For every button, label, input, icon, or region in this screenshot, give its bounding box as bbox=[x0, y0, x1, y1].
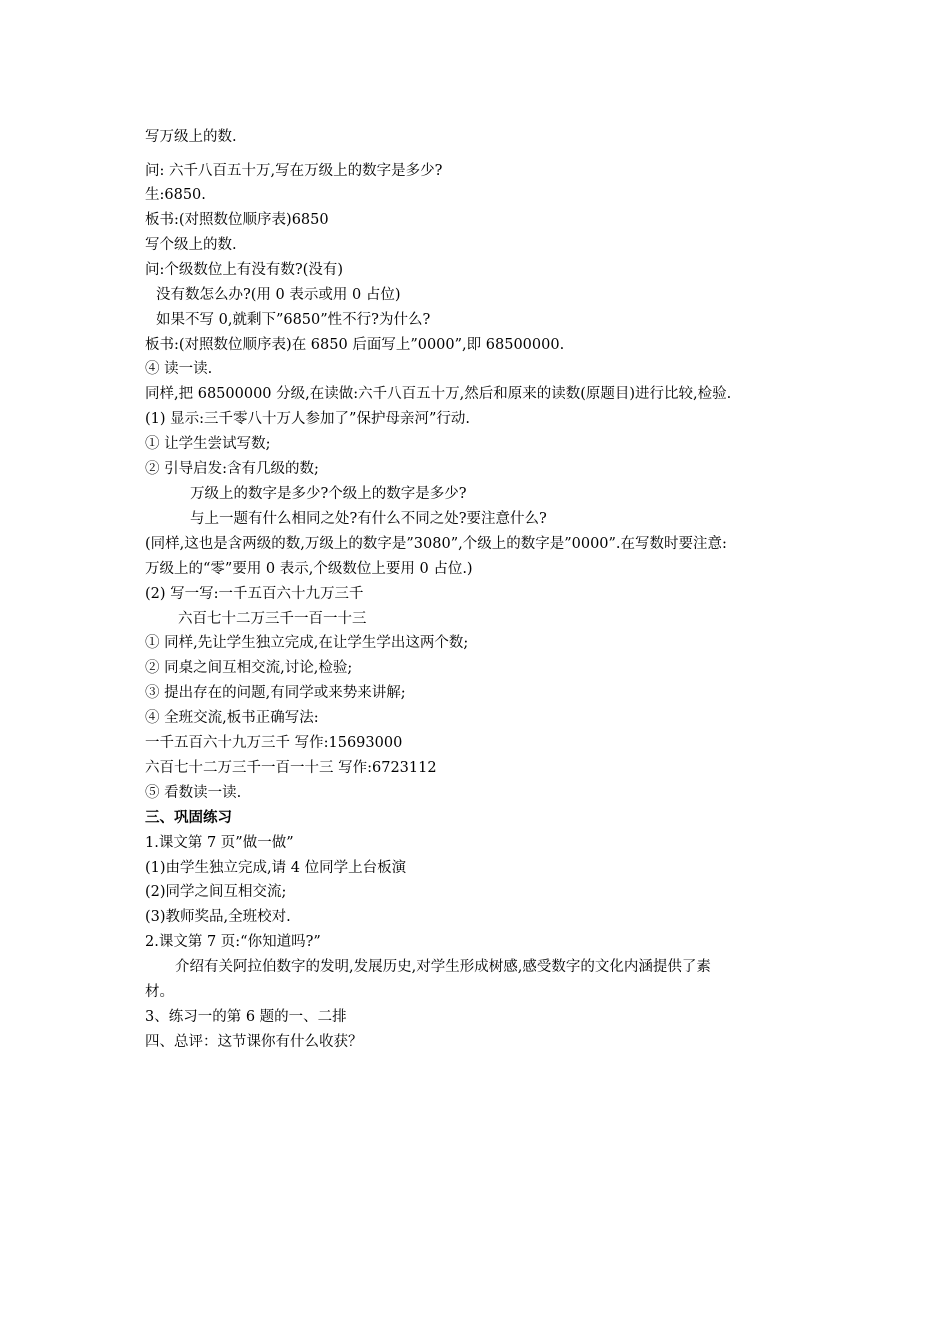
text-line: ② 同桌之间互相交流,讨论,检验; bbox=[145, 660, 353, 676]
text-line: 如果不写 0,就剩下”6850”性不行?为什么? bbox=[156, 312, 431, 328]
text-line: 问:个级数位上有没有数?(没有) bbox=[145, 262, 343, 278]
text-line: 四、总评：这节课你有什么收获？ bbox=[145, 1034, 363, 1050]
text-line: ④ 读一读. bbox=[145, 361, 213, 377]
text-line: ③ 提出存在的问题,有同学或来势来讲解; bbox=[145, 685, 406, 701]
text-line: (2)同学之间互相交流; bbox=[145, 884, 287, 900]
text-line: 万级上的“零”要用 0 表示,个级数位上要用 0 占位.) bbox=[145, 561, 473, 577]
text-line: 六百七十二万三千一百一十三 bbox=[178, 611, 367, 627]
text-line: 材。 bbox=[145, 984, 174, 1000]
text-line: 2.课文第 7 页:“你知道吗?” bbox=[145, 934, 321, 950]
text-line: 介绍有关阿拉伯数字的发明,发展历史,对学生形成树感,感受数字的文化内涵提供了素 bbox=[175, 959, 711, 975]
text-line: 生:6850. bbox=[145, 187, 206, 203]
text-line: (1)由学生独立完成,请 4 位同学上台板演 bbox=[145, 860, 407, 876]
text-line: ④ 全班交流,板书正确写法: bbox=[145, 710, 319, 726]
text-line: ⑤ 看数读一读. bbox=[145, 785, 242, 801]
text-line: ① 让学生尝试写数; bbox=[145, 436, 271, 452]
text-line: ① 同样,先让学生独立完成,在让学生学出这两个数; bbox=[145, 635, 469, 651]
text-line: 问: 六千八百五十万,写在万级上的数字是多少? bbox=[145, 163, 443, 179]
text-line: 写个级上的数. bbox=[145, 237, 237, 253]
text-line: 同样,把 68500000 分级,在读做:六千八百五十万,然后和原来的读数(原题目)进行比较,检验. bbox=[145, 386, 732, 402]
section-heading: 三、巩固练习 bbox=[145, 809, 232, 826]
text-line: (同样,这也是含两级的数,万级上的数字是”3080”,个级上的数字是”0000”.在写数时要注意: bbox=[145, 536, 727, 552]
text-line: 没有数怎么办?(用 0 表示或用 0 占位) bbox=[156, 287, 401, 303]
text-line: 板书:(对照数位顺序表)在 6850 后面写上”0000”,即 68500000. bbox=[145, 337, 565, 353]
text-line: (1) 显示:三千零八十万人参加了”保护母亲河”行动. bbox=[145, 411, 470, 427]
text-line: 万级上的数字是多少?个级上的数字是多少? bbox=[190, 486, 467, 502]
text-line: 一千五百六十九万三千 写作:15693000 bbox=[145, 735, 403, 751]
text-line: 3、练习一的第 6 题的一、二排 bbox=[145, 1009, 347, 1025]
text-line: ② 引导启发:含有几级的数; bbox=[145, 461, 319, 477]
text-line: 1.课文第 7 页”做一做” bbox=[145, 835, 294, 851]
text-line: 六百七十二万三千一百一十三 写作:6723112 bbox=[145, 760, 437, 776]
text-line: 写万级上的数. bbox=[145, 129, 237, 145]
text-line: 与上一题有什么相同之处?有什么不同之处?要注意什么? bbox=[190, 511, 547, 527]
text-line: 板书:(对照数位顺序表)6850 bbox=[145, 212, 329, 228]
text-line: (3)教师奖品,全班校对. bbox=[145, 909, 291, 925]
text-line: (2) 写一写:一千五百六十九万三千 bbox=[145, 586, 364, 602]
